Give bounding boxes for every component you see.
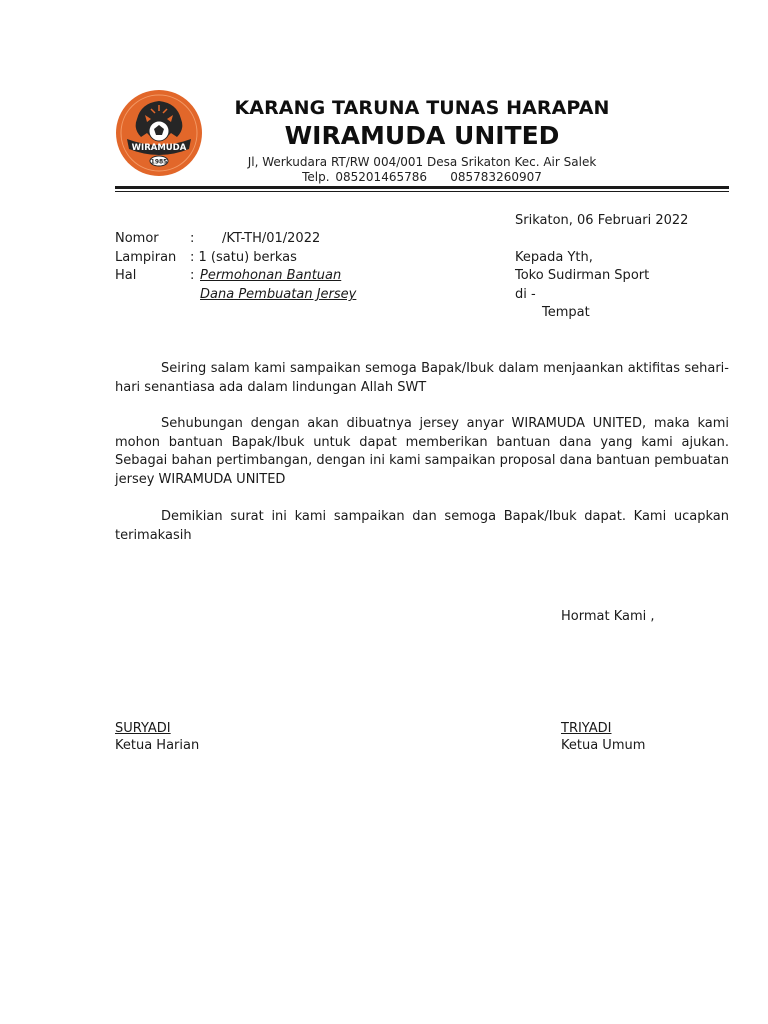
club-name: WIRAMUDA UNITED: [284, 121, 560, 150]
letterhead-divider-thin: [115, 191, 729, 192]
lampiran-value: : 1 (satu) berkas: [190, 250, 297, 265]
place-date: Srikaton, 06 Februari 2022: [515, 213, 689, 228]
crest-year: 1985: [150, 158, 168, 166]
left-signatory-name: SURYADI: [115, 721, 171, 736]
letterhead-divider-thick: [115, 186, 729, 189]
organization-name: KARANG TARUNA TUNAS HARAPAN: [234, 97, 610, 119]
body-paragraph-1: [115, 360, 729, 397]
right-signatory-title: Ketua Umum: [561, 738, 646, 753]
nomor-separator: :: [190, 231, 195, 246]
organization-address: Jl, Werkudara RT/RW 004/001 Desa Srikaton Kec. Air Salek: [247, 155, 597, 169]
recipient-place: Tempat: [542, 305, 590, 320]
nomor-value: /KT-TH/01/2022: [222, 231, 321, 246]
left-signatory-title: Ketua Harian: [115, 738, 200, 753]
body-paragraph-1-text: Seiring salam kami sampaikan semoga Bapak/Ibuk dalam menjaankan aktifitas sehari-hari senantiasa ada dalam lindungan Allah SWT: [115, 361, 729, 395]
body-paragraph-3-text: Demikian surat ini kami sampaikan dan semoga Bapak/Ibuk dapat. Kami ucapkan terimakasih: [115, 509, 729, 543]
recipient-name: Toko Sudirman Sport: [515, 268, 650, 283]
hal-separator: :: [190, 268, 195, 283]
recipient-greeting: Kepada Yth,: [515, 250, 593, 265]
subject-line-2: Dana Pembuatan Jersey: [200, 287, 357, 302]
body-paragraph-2-text: Sehubungan dengan akan dibuatnya jersey anyar WIRAMUDA UNITED, maka kami mohon bantuan Bapak/Ibuk untuk dapat memberikan bantuan dana yang kami ajukan. Sebagai bahan pertimbangan, dengan ini kami sampaikan proposal dana bantuan pembuatan jersey WIRAMUDA UNITED: [115, 416, 729, 487]
organization-phone: Telp. 085201465786 085783260907: [302, 170, 542, 184]
body-paragraph-2: [115, 415, 729, 489]
subject-line-1: Permohonan Bantuan: [200, 268, 342, 283]
recipient-di: di -: [515, 287, 536, 302]
nomor-label: Nomor: [115, 231, 159, 246]
closing-salutation: Hormat Kami ,: [561, 609, 655, 624]
club-crest-icon: [115, 89, 203, 177]
crest-text: WIRAMUDA: [131, 143, 187, 153]
body-paragraph-3: [115, 508, 729, 545]
hal-label: Hal: [115, 268, 137, 283]
right-signatory-name: TRIYADI: [561, 721, 612, 736]
lampiran-label: Lampiran: [115, 250, 177, 265]
